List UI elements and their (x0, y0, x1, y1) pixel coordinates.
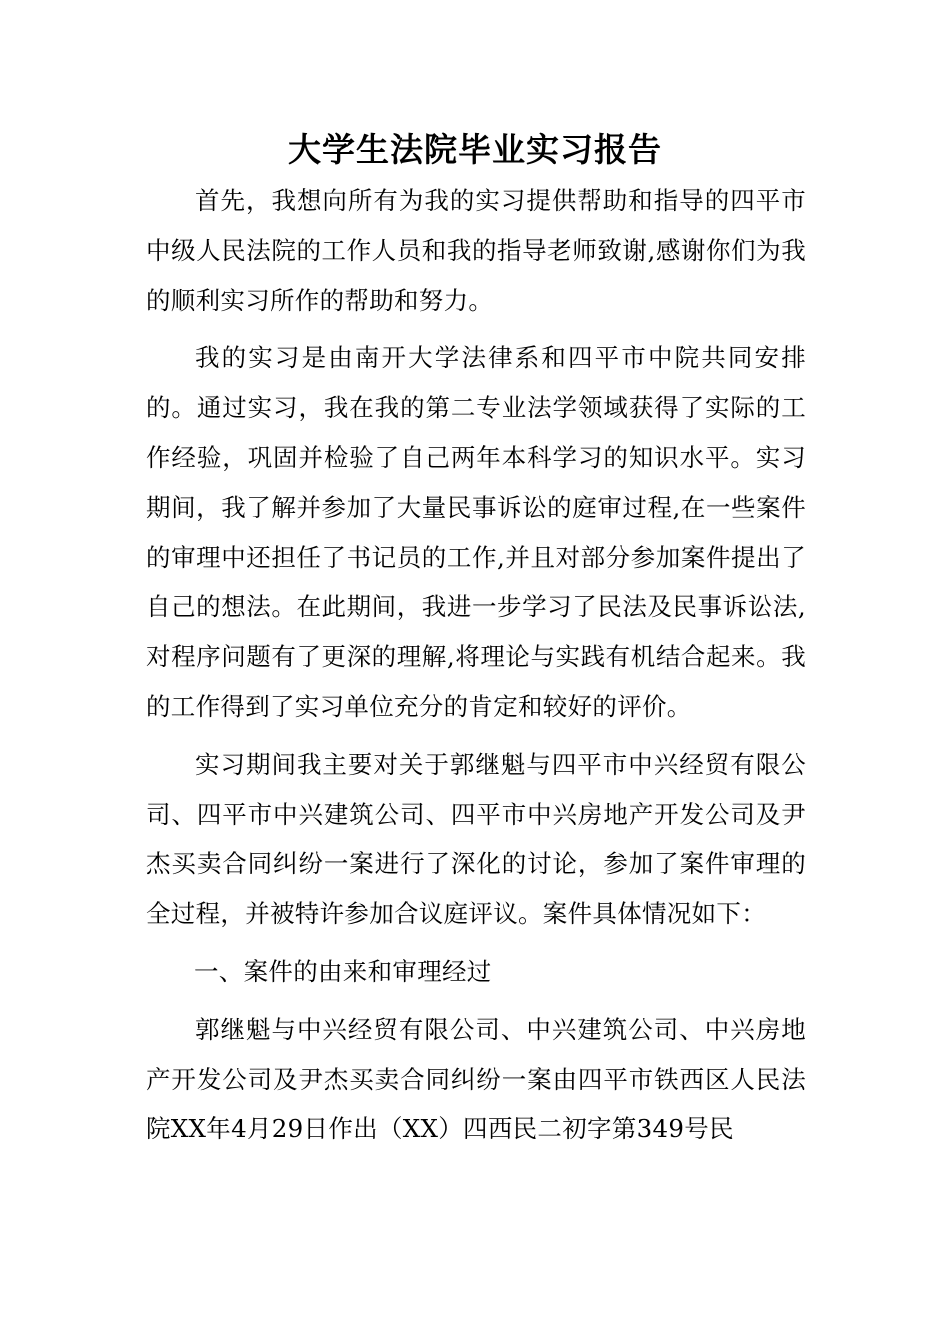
document-body (146, 176, 806, 1154)
paragraph-case-intro: 实习期间我主要对关于郭继魁与四平市中兴经贸有限公司、四平市中兴建筑公司、四平市中兴房地产开发公司及尹杰买卖合同纠纷一案进行了深化的讨论，参加了案件审理的全过程，并被特许参加合议庭评议。案件具体情况如下： (146, 749, 806, 929)
section-heading: 一、案件的由来和审理经过 (194, 956, 492, 986)
document-title: 大学生法院毕业实习报告 (288, 130, 662, 169)
paragraph-internship-overview: 我的实习是由南开大学法律系和四平市中院共同安排的。通过实习，我在我的第二专业法学领域获得了实际的工作经验，巩固并检验了自己两年本科学习的知识水平。实习期间，我了解并参加了大量民事诉讼的庭审过程,在一些案件的审理中还担任了书记员的工作,并且对部分参加案件提出了自己的想法。在此期间，我进一步学习了民法及民事诉讼法,对程序问题有了更深的理解,将理论与实践有机结合起来。我的工作得到了实习单位充分的肯定和较好的评价。 (146, 343, 806, 721)
paragraph-acknowledgement: 首先，我想向所有为我的实习提供帮助和指导的四平市中级人民法院的工作人员和我的指导老师致谢,感谢你们为我的顺利实习所作的帮助和努力。 (146, 186, 806, 315)
paragraph-case-origin: 郭继魁与中兴经贸有限公司、中兴建筑公司、中兴房地产开发公司及尹杰买卖合同纠纷一案由四平市铁西区人民法院XX年4月29日作出（XX）四西民二初字第349号民 (146, 1014, 806, 1144)
